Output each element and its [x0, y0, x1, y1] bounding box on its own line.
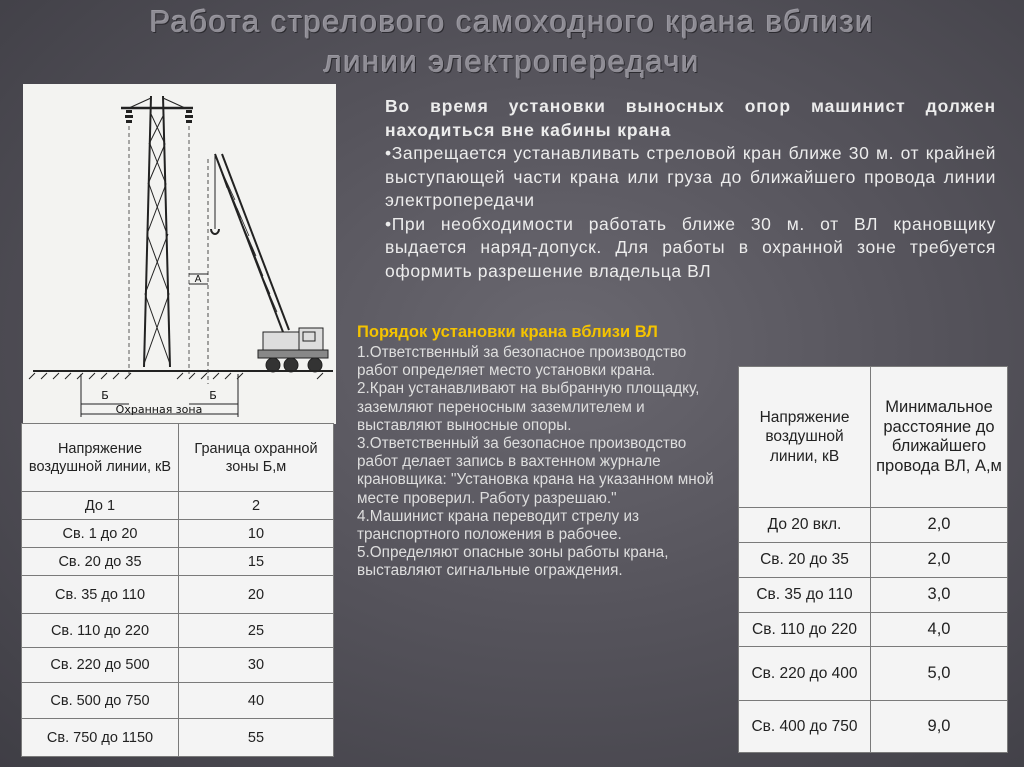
wire-projections: [129, 126, 189, 374]
table-cell: 2: [179, 492, 334, 520]
table-header-cell: Напряжение воздушной линии, кВ: [739, 367, 871, 508]
table-cell: 55: [179, 719, 334, 757]
table-header-row: [22, 424, 334, 492]
label-b-left: Б: [101, 389, 109, 402]
procedure-section: [357, 322, 727, 581]
procedure-heading: Порядок установки крана вблизи ВЛ: [357, 323, 658, 341]
table-row: [22, 683, 334, 719]
table-row: [22, 492, 334, 520]
procedure-step: 1.Ответственный за безопасное производство работ определяет место установки крана.: [357, 344, 687, 380]
table-cell: Св. 110 до 220: [22, 614, 179, 648]
diagram-drawing: [23, 84, 336, 424]
table-cell: Св. 1 до 20: [22, 520, 179, 548]
minimum-distance-table: [738, 366, 1008, 753]
table-cell: Св. 750 до 1150: [22, 719, 179, 757]
procedure-step: 2.Кран устанавливают на выбранную площадку, заземляют переносным заземлителем и выставляют выносные опоры.: [357, 380, 700, 434]
label-protection-zone: Охранная зона: [115, 403, 203, 416]
protection-zone-table: [21, 423, 334, 757]
table-cell: Св. 110 до 220: [739, 613, 871, 647]
intro-bullet-1: •Запрещается устанавливать стреловой кран ближе 30 м. от крайней выступающей части крана или груза до ближайшего провода линии электропередачи: [385, 143, 996, 210]
table-header-row: [739, 367, 1008, 508]
table-cell: Св. 20 до 35: [22, 548, 179, 576]
table-cell: 15: [179, 548, 334, 576]
procedure-step: 5.Определяют опасные зоны работы крана, выставляют сигнальные ограждения.: [357, 544, 669, 580]
slide-title-line2: линии электропередачи: [323, 44, 701, 79]
table-row: [22, 719, 334, 757]
insulator-icons: [125, 110, 193, 123]
table-header-cell: Напряжение воздушной линии, кВ: [22, 424, 179, 492]
table-cell: До 20 вкл.: [739, 508, 871, 543]
table-cell: 40: [179, 683, 334, 719]
slide-title-line1: Работа стрелового самоходного крана вблизи: [149, 4, 875, 39]
power-line-tower: [121, 96, 193, 367]
table-header-cell: Минимальное расстояние до ближайшего провода ВЛ, А,м: [871, 367, 1008, 508]
intro-text: [385, 95, 996, 283]
table-cell: 25: [179, 614, 334, 648]
table-cell: 5,0: [871, 647, 1008, 701]
crane-near-power-line-diagram: [23, 84, 336, 424]
table-cell: До 1: [22, 492, 179, 520]
table-row: [22, 648, 334, 683]
table-header-cell: Граница охранной зоны Б,м: [179, 424, 334, 492]
table-row: [739, 578, 1008, 613]
ground-line: [29, 371, 333, 379]
table-row: [739, 701, 1008, 753]
procedure-step: 3.Ответственный за безопасное производство работ делает запись в вахтенном журнале крановщика: "Установка крана на указанном мной месте проверил. Работу разрешаю.": [357, 435, 714, 507]
table-cell: Св. 220 до 500: [22, 648, 179, 683]
table-row: [739, 613, 1008, 647]
table-cell: 9,0: [871, 701, 1008, 753]
slide-title: [0, 2, 1024, 82]
table-row: [22, 548, 334, 576]
table-cell: 3,0: [871, 578, 1008, 613]
table-cell: Св. 500 до 750: [22, 683, 179, 719]
table-row: [22, 614, 334, 648]
table-row: [739, 508, 1008, 543]
table-cell: 30: [179, 648, 334, 683]
crane-truck: [208, 154, 328, 384]
table-row: [739, 543, 1008, 578]
table-cell: 20: [179, 576, 334, 614]
table-cell: 4,0: [871, 613, 1008, 647]
table-cell: Св. 20 до 35: [739, 543, 871, 578]
table-cell: Св. 400 до 750: [739, 701, 871, 753]
table-row: [22, 520, 334, 548]
table-cell: Св. 35 до 110: [739, 578, 871, 613]
label-b-right: Б: [209, 389, 217, 402]
table-cell: 2,0: [871, 543, 1008, 578]
table-cell: Св. 35 до 110: [22, 576, 179, 614]
table-cell: 2,0: [871, 508, 1008, 543]
intro-bullet-2: •При необходимости работать ближе 30 м. от ВЛ крановщику выдается наряд-допуск. Для работы в охранной зоне требуется оформить разрешение владельца ВЛ: [385, 213, 996, 281]
table-cell: Св. 220 до 400: [739, 647, 871, 701]
table-row: [22, 576, 334, 614]
intro-bold-statement: Во время установки выносных опор машинист должен находиться вне кабины крана: [385, 96, 996, 140]
label-a: А: [194, 274, 202, 285]
procedure-step: 4.Машинист крана переводит стрелу из транспортного положения в рабочее.: [357, 507, 640, 544]
table-row: [739, 647, 1008, 701]
table-cell: 10: [179, 520, 334, 548]
